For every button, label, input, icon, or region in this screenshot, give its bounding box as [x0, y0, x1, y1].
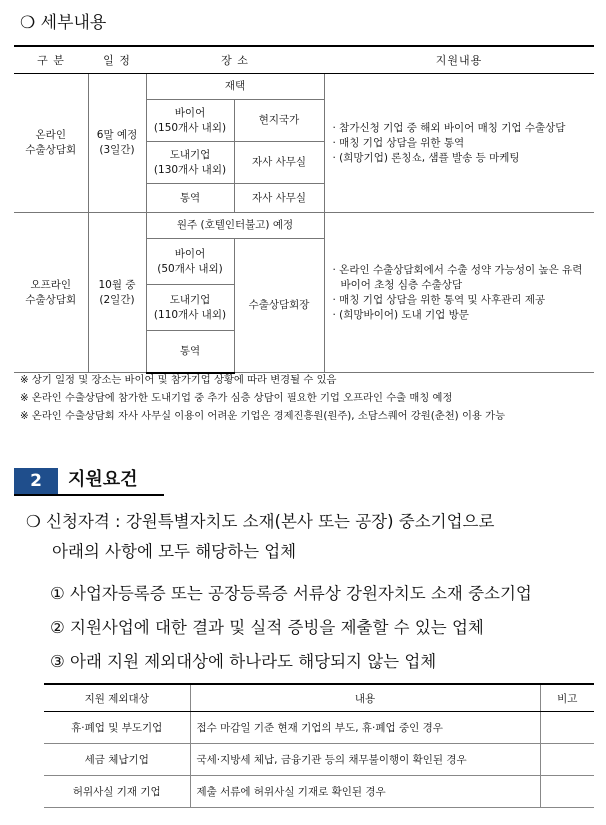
offline-buyer: 바이어 (50개사 내외)	[146, 239, 234, 285]
table-row	[44, 776, 594, 808]
header-schedule: 일 정	[88, 46, 146, 74]
exclusion-note	[540, 776, 594, 808]
exclusion-note	[540, 712, 594, 744]
exclusion-content: 제출 서류에 허위사실 기재로 확인된 경우	[190, 776, 540, 808]
exclusion-target: 세금 체납기업	[44, 744, 190, 776]
online-place-top: 재택	[146, 74, 324, 100]
online-company: 도내기업 (130개사 내외)	[146, 142, 234, 184]
online-interp: 통역	[146, 184, 234, 213]
exclusion-target: 휴·폐업 및 부도기업	[44, 712, 190, 744]
table-header-row	[14, 46, 594, 74]
header-support: 지원내용	[324, 46, 594, 74]
note-item: ※ 온라인 수출상담회 자사 사무실 이용이 어려운 기업은 경제진흥원(원주), 소담스퀘어 강원(춘천) 이용 가능	[20, 410, 506, 422]
schedule-table	[14, 45, 594, 374]
criteria-item: ① 사업자등록증 또는 공장등록증 서류상 강원자치도 소재 중소기업	[50, 584, 532, 603]
table-row	[44, 744, 594, 776]
offline-place-top: 원주 (호텔인터불고) 예정	[146, 213, 324, 239]
criteria-item: ③ 아래 지원 제외대상에 하나라도 해당되지 않는 업체	[50, 652, 437, 671]
online-buyer-place: 현지국가	[234, 100, 324, 142]
eligibility-line-2: 아래의 사항에 모두 해당하는 업체	[52, 542, 297, 561]
notes	[20, 371, 505, 425]
note-item: ※ 온라인 수출상담에 참가한 도내기업 중 추가 심층 상담이 필요한 기업 오프라인 수출 매칭 예정	[20, 392, 453, 404]
online-interp-place: 자사 사무실	[234, 184, 324, 213]
offline-company: 도내기업 (110개사 내외)	[146, 285, 234, 331]
header-place: 장 소	[146, 46, 324, 74]
section-title: 지원요건	[68, 469, 138, 490]
criteria-list	[50, 577, 532, 679]
header-content: 내용	[190, 684, 540, 712]
table-row	[44, 712, 594, 744]
online-category: 온라인 수출상담회	[14, 74, 88, 213]
section-heading-details: ❍ 세부내용	[20, 13, 107, 33]
exclusion-table	[44, 683, 594, 808]
online-buyer: 바이어 (150개사 내외)	[146, 100, 234, 142]
header-note: 비고	[540, 684, 594, 712]
exclusion-content: 접수 마감일 기준 현재 기업의 부도, 휴·폐업 중인 경우	[190, 712, 540, 744]
online-support: · 참가신청 기업 중 해외 바이어 매칭 기업 수출상담 · 매칭 기업 상담을 위한 통역 · (희망기업) 론칭쇼, 샘플 발송 등 마케팅	[324, 74, 594, 213]
header-exclusion-target: 지원 제외대상	[44, 684, 190, 712]
section-title-underline	[14, 494, 164, 496]
section-number-badge: 2	[14, 468, 58, 494]
offline-support: · 온라인 수출상담회에서 수출 성약 가능성이 높은 유력 바이어 초청 심층 수출상담 · 매칭 기업 상담을 위한 통역 및 사후관리 제공 · (희망바이어) 도내 기업 방문	[324, 213, 594, 373]
header-category: 구 분	[14, 46, 88, 74]
offline-interp: 통역	[146, 331, 234, 373]
offline-venue: 수출상담회장	[234, 239, 324, 373]
criteria-item: ② 지원사업에 대한 결과 및 실적 증빙을 제출할 수 있는 업체	[50, 618, 484, 637]
offline-category: 오프라인 수출상담회	[14, 213, 88, 373]
eligibility	[26, 507, 494, 567]
offline-schedule: 10월 중 (2일간)	[88, 213, 146, 373]
exclusion-target: 허위사실 기재 기업	[44, 776, 190, 808]
online-company-place: 자사 사무실	[234, 142, 324, 184]
note-item: ※ 상기 일정 및 장소는 바이어 및 참가기업 상황에 따라 변경될 수 있음	[20, 374, 337, 386]
table-header-row	[44, 684, 594, 712]
eligibility-line-1: ❍ 신청자격 : 강원특별자치도 소재(본사 또는 공장) 중소기업으로	[26, 512, 495, 531]
online-schedule: 6말 예정 (3일간)	[88, 74, 146, 213]
exclusion-note	[540, 744, 594, 776]
exclusion-content: 국세·지방세 체납, 금융기관 등의 채무불이행이 확인된 경우	[190, 744, 540, 776]
